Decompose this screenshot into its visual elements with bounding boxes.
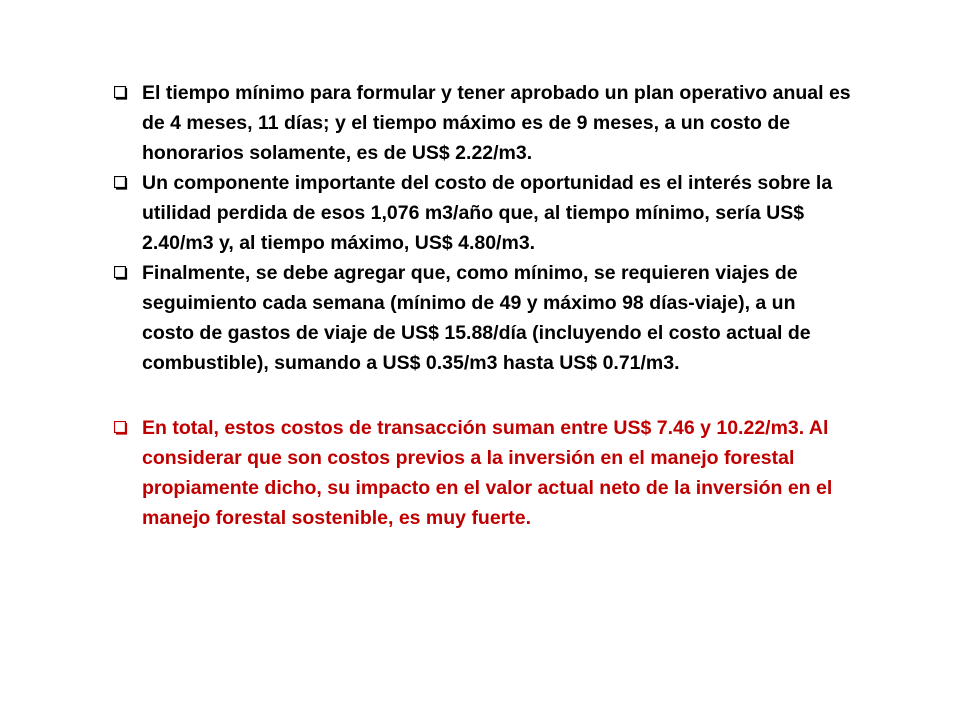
bullet-item-min-max-time	[112, 78, 852, 168]
checkbox-square-icon	[114, 266, 128, 280]
bullet-text: En total, estos costos de transacción suman entre US$ 7.46 y 10.22/m3. Al considerar que son costos previos a la inversión en el manejo forestal propiamente dicho, su impacto en el valor actual neto de la inversión en el manejo forestal sostenible, es muy fuerte.	[142, 417, 833, 529]
checkbox-square-icon	[114, 421, 128, 435]
checkbox-square-icon	[114, 86, 128, 100]
bullet-text: Un componente importante del costo de oportunidad es el interés sobre la utilidad perdida de esos 1,076 m3/año que, al tiempo mínimo, sería US$ 2.40/m3 y, al tiempo máximo, US$ 4.80/m3.	[142, 172, 833, 254]
checkbox-square-icon	[114, 176, 128, 190]
bullet-text: Finalmente, se debe agregar que, como mínimo, se requieren viajes de seguimiento cada semana (mínimo de 49 y máximo 98 días-viaje), a un costo de gastos de viaje de US$ 15.88/día (incluyendo el costo actual de combustible), sumando a US$ 0.35/m3 hasta US$ 0.71/m3.	[142, 262, 811, 374]
summary-bullet-list	[112, 413, 852, 533]
bullet-item-opportunity-cost	[112, 168, 852, 258]
bullet-item-travel-costs	[112, 258, 852, 378]
bullet-item-total-costs	[112, 413, 852, 533]
bullet-text: El tiempo mínimo para formular y tener aprobado un plan operativo anual es de 4 meses, 11 días; y el tiempo máximo es de 9 meses, a un costo de honorarios solamente, es de US$ 2.22/m3.	[142, 82, 851, 164]
cost-bullet-list	[112, 78, 852, 378]
